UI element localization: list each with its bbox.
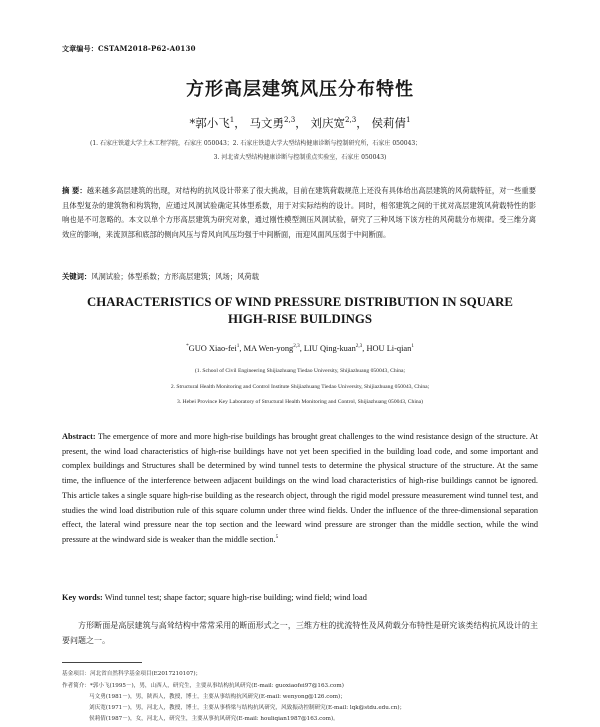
en-abstract-label: Abstract:: [62, 432, 96, 441]
cn-author: 侯莉倩: [371, 116, 406, 130]
footnote-author-bio: 侯莉倩(1987－)，女，河北人，研究生，主要从事抗风研究(E-mail: houliqian1987@163.com)。: [89, 716, 339, 722]
en-author: LIU Qing-kuan: [303, 344, 356, 353]
cn-author-star: *: [189, 116, 196, 130]
en-author-sup: 1: [411, 343, 414, 350]
cn-author-sup: 1: [229, 115, 235, 125]
cn-author-sup: 2,3: [283, 115, 296, 125]
en-title-line: HIGH-RISE BUILDINGS: [227, 312, 372, 326]
intro-paragraph: 方形断面是高层建筑与高耸结构中常常采用的断面形式之一，三维方柱的扰流特性及风荷载分布特性是研究该类结构抗风设计的主要问题之一。: [62, 621, 538, 645]
en-keywords-label: Key words:: [62, 593, 103, 602]
en-author-sup: 2,3: [355, 343, 363, 350]
cn-title: 方形高层建筑风压分布特性: [186, 79, 414, 100]
cn-keywords: [62, 272, 536, 282]
cn-author: 郭小飞: [195, 116, 230, 130]
en-author: MA Wen-yong: [243, 344, 294, 353]
cn-abstract-label: 摘 要：: [62, 186, 87, 195]
article-id: 文章编号：CSTAM2018-P62-A0130: [62, 44, 196, 53]
en-author: HOU Li-qian: [366, 344, 412, 353]
cn-affiliation: (1. 石家庄铁道大学土木工程学院，石家庄 050043；2. 石家庄铁道大学大型结构健康诊断与控制研究所，石家庄 050043；: [90, 140, 422, 147]
cn-author-sup: 1: [405, 115, 411, 125]
en-authors: *GUO Xiao-fei$^1$, MA Wen-yong$^{2,3}$, LIU Qing-kuan$^{2,3}$, HOU Li-qian$^1$: [186, 343, 414, 353]
cn-authors: *郭小飞$^1$， 马文勇$^{2,3}$， 刘庆宽$^{2,3}$， 侯莉倩$^1$: [189, 115, 411, 130]
cn-affiliation: 3. 河北省大型结构健康诊断与控制重点实验室，石家庄 050043): [213, 154, 387, 161]
en-affiliation: 3. Hebei Province Key Laboratory of Structural Health Monitoring and Control, Shijiazhuang 050043, China): [176, 399, 424, 405]
en-author: GUO Xiao-fei: [188, 344, 237, 353]
en-affiliation: (1. School of Civil Engineering Shijiazhuang Tiedao University, Shijiazhuang 050043, China;: [194, 368, 406, 374]
en-title-line: CHARACTERISTICS OF WIND PRESSURE DISTRIBUTION IN SQUARE: [87, 295, 513, 309]
footnote-funding: 基金项目：河北省自然科学基金项目(E2017210107)；: [62, 671, 202, 677]
en-keywords: [62, 593, 538, 602]
cn-author: 马文勇: [249, 116, 284, 130]
footnote-author-bio: 马文勇(1981－)，男，陕西人，教授，博士，主要从事结构抗风研究(E-mail: wenyong@126.com)；: [89, 694, 346, 700]
en-abstract: [62, 430, 538, 548]
en-affiliation: 2. Structural Health Monitoring and Control Institute Shijiazhuang Tiedao University, Shijiazhuang 050043, China;: [170, 384, 430, 390]
cn-author: 刘庆宽: [310, 116, 345, 130]
en-abstract-text: The emergence of more and more high-rise buildings has brought great challenges to the wind resistance design of the structure. At present, the wind load characteristics of high-rise buildings have not yet been specified in the building load code, and some important and complex buildings and Structures shall be determined by wind tunnel tests to determine the physical structure of the structure. At the same time, the influence of the interference between adjacent buildings on the wind load characteristics of high-rise buildings cannot be ignored. This article takes a single square high-rise building as the research object, through the rigid model pressure measurement wind tunnel test, and studies the wind load distribution rule of this square column under three wind fields. Under the influence of the three-dimensional separation effect, the lateral wind pressure near the top section and the leeward wind pressure are stronger than the middle section, while the wind pressure at the windward side is weaker than the middle section.: [62, 432, 538, 544]
footnote-divider: [62, 662, 142, 663]
en-abstract-sup: 5: [275, 534, 279, 541]
en-title: [0, 294, 600, 328]
footnote-author-bio: 刘庆宽(1971－)，男，河北人，教授，博士，主要从事桥梁与结构抗风研究，风致振动控制研究(E-mail: lqk@stdu.edu.cn)；: [89, 705, 406, 711]
en-author-sup: 2,3: [293, 343, 300, 350]
cn-author-sup: 2,3: [344, 115, 357, 125]
cn-keywords-label: 关键词：: [62, 272, 92, 281]
cn-abstract-text: 越来越多高层建筑的出现，对结构的抗风设计带来了很大挑战，目前在建筑荷载规范上还没有具体给出高层建筑的风荷载特征，对一些重要且体型复杂的建筑物和构筑物，应通过风洞试验确定其体型系数，用于对实际结构的设计。同时，相邻建筑之间的干扰对高层建筑风荷载特性的影响也是不可忽略的。本文以单个方形高层建筑为研究对象，通过刚性模型测压风洞试验，研究了三种风场下该方柱的风荷载分布规律。受三维分离效应的影响，来流顶部和底部的侧向风压与背风向风压均强于中间断面，而迎风面风压弱于中间断面。: [62, 186, 536, 239]
en-author-star: *: [186, 343, 189, 350]
cn-keywords-text: 风洞试验；体型系数；方形高层建筑；风场；风荷载: [91, 272, 260, 281]
cn-abstract: [62, 184, 536, 242]
en-keywords-text: Wind tunnel test; shape factor; square high-rise building; wind field; wind load: [104, 593, 367, 602]
en-author-sup: 1: [236, 343, 240, 350]
footnote-author-bio: 作者简介：*郭小飞(1995－)，男，山西人，研究生，主要从事结构抗风研究(E-mail: guoxiaofei97@163.com): [62, 683, 344, 689]
